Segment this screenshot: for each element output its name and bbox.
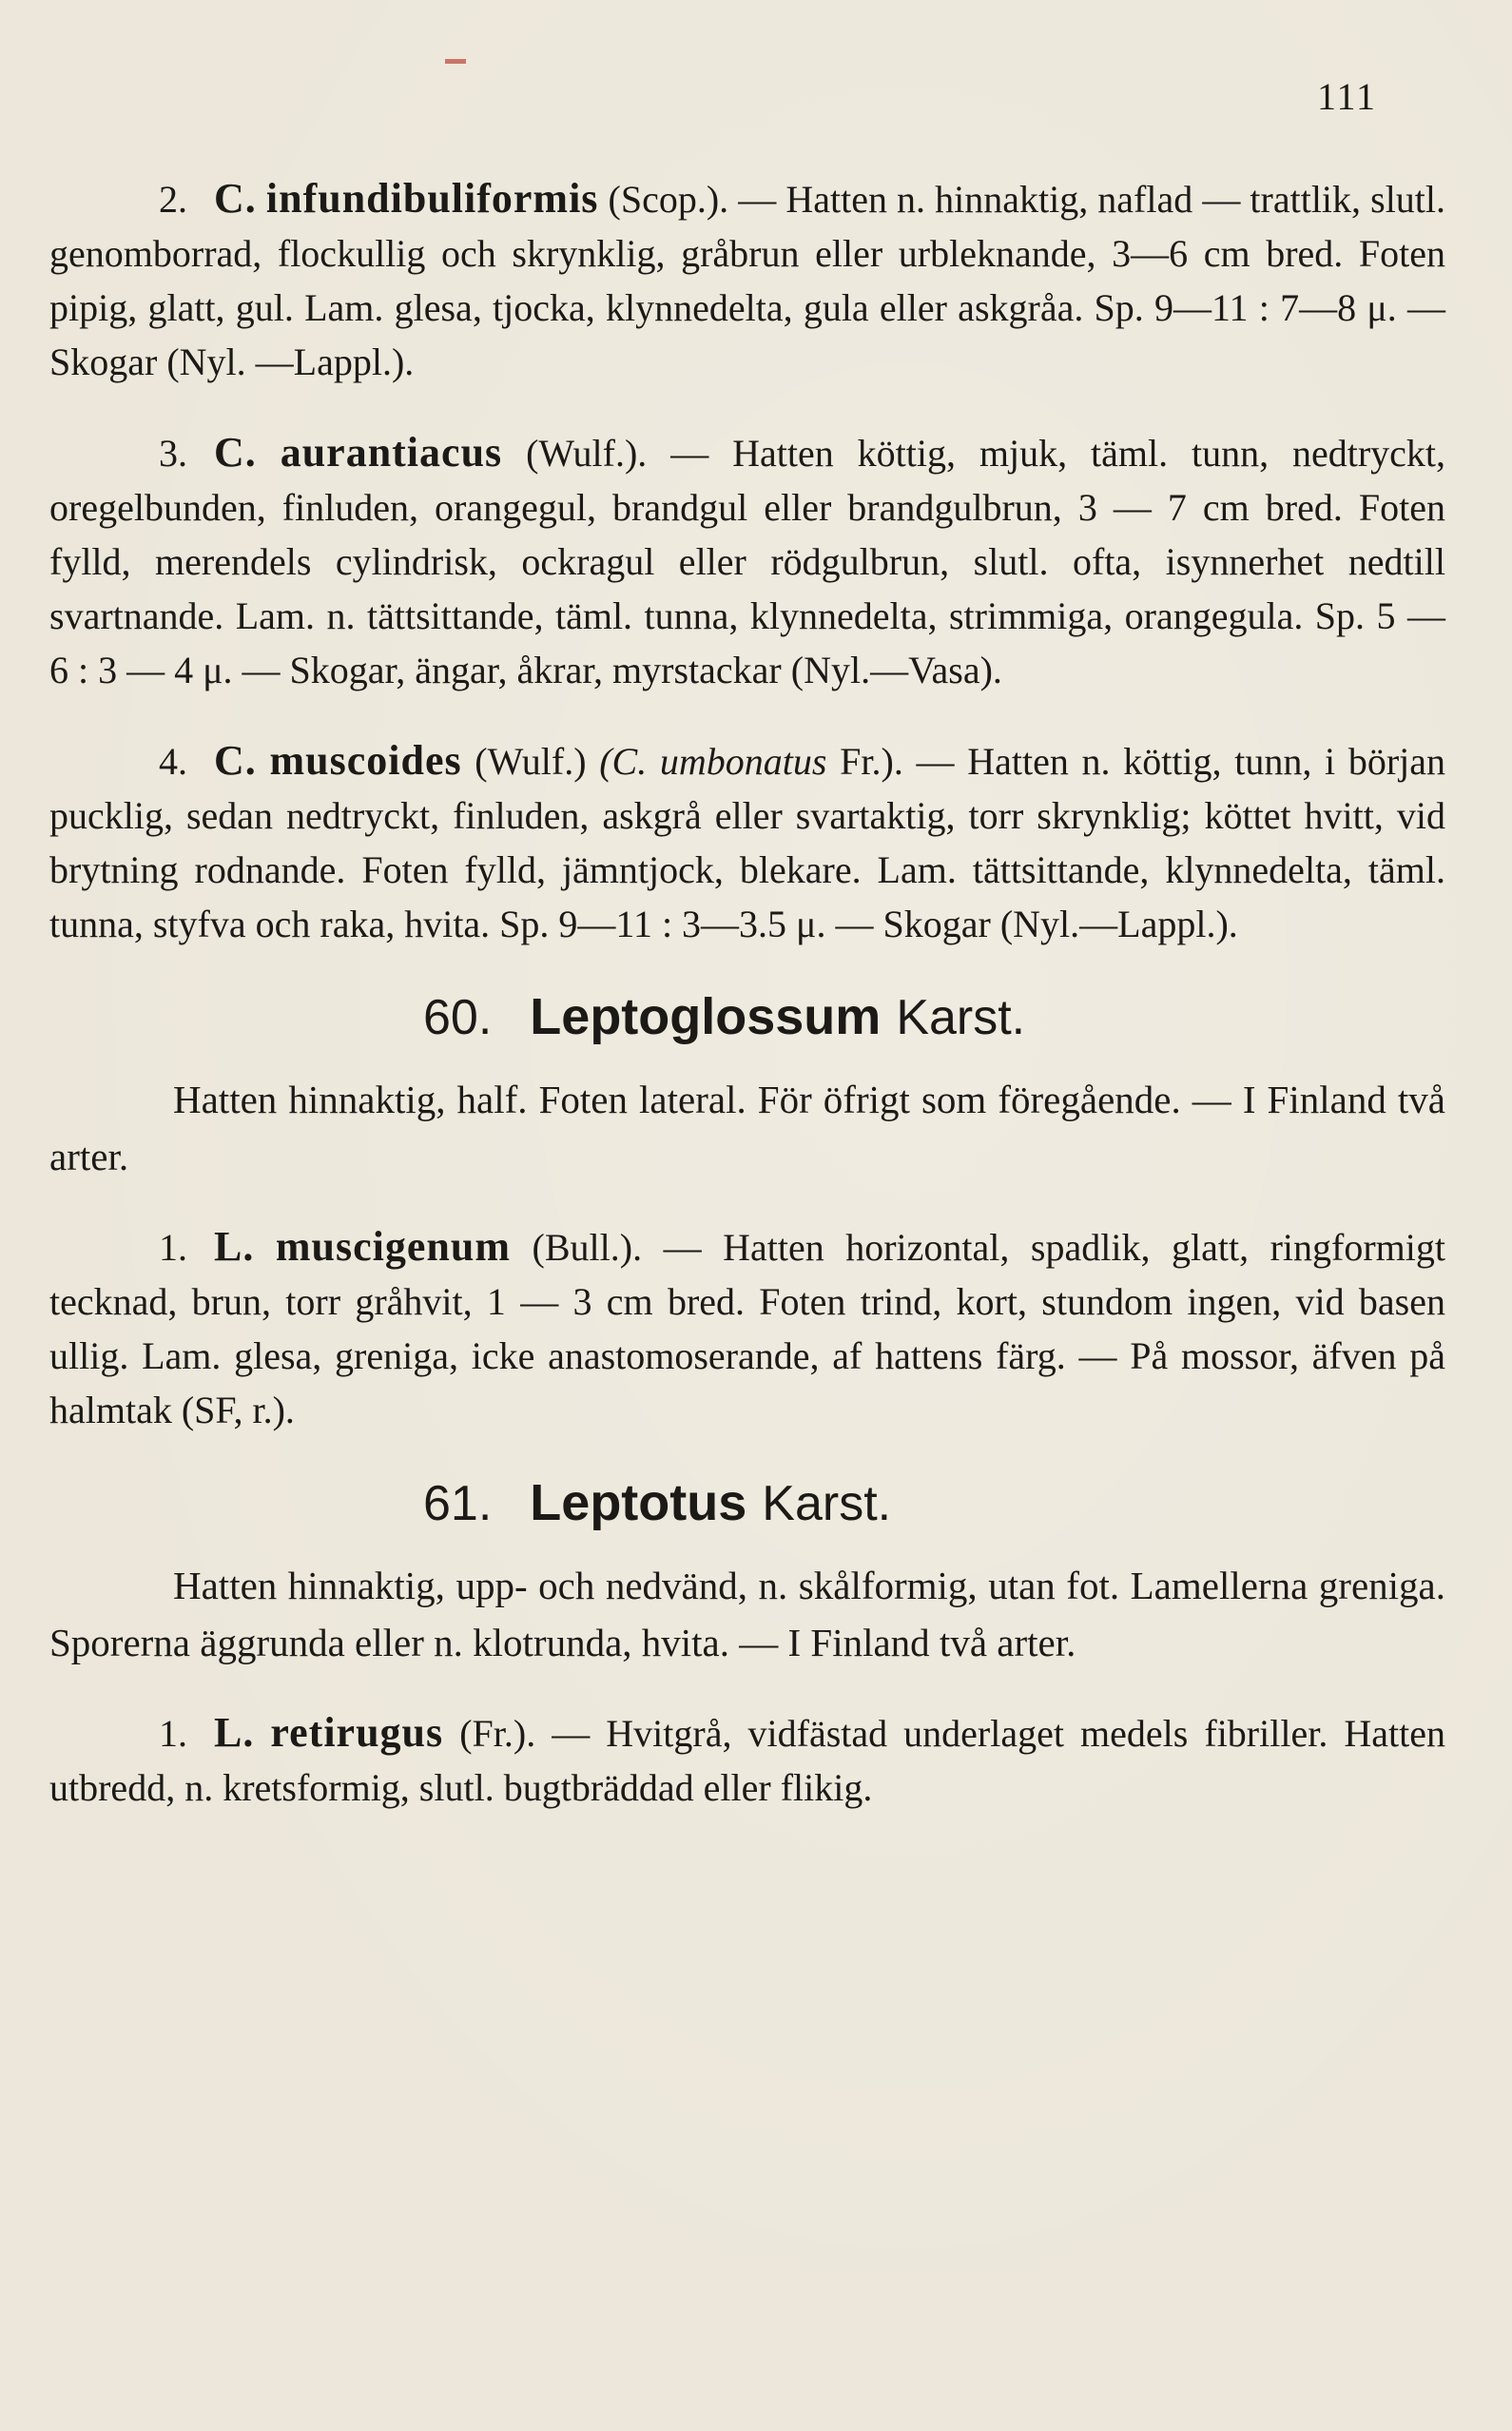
species-entry	[49, 171, 1445, 389]
genus-description: Hatten hinnaktig, half. Foten lateral. För öfrigt som föregående. — I Finland två arter.	[49, 1078, 1445, 1178]
species-name: infundibuliformis	[265, 175, 599, 222]
genus-heading	[49, 1473, 1445, 1532]
genus-abbrev: L.	[214, 1223, 255, 1270]
entry-number: 3.	[159, 432, 187, 475]
species-name: muscoides	[269, 737, 462, 784]
genus-number: 61.	[423, 1476, 493, 1531]
species-description: — Hvitgrå, vidfästad underlaget medels fibriller. Hatten utbredd, n. kretsformig, slutl. bugtbräddad eller flikig.	[49, 1712, 1446, 1809]
genus-abbrev: L.	[214, 1709, 255, 1756]
genus-author: Karst.	[896, 990, 1026, 1045]
species-entry	[49, 1219, 1445, 1437]
species-author: (Scop.).	[608, 178, 729, 221]
genus-description: Hatten hinnaktig, upp- och nedvänd, n. skålformig, utan fot. Lamellerna greniga. Sporerna äggrunda eller n. klotrunda, hvita. — I Finland två arter.	[49, 1564, 1445, 1664]
entry-number: 2.	[159, 178, 187, 221]
genus-name: Leptotus	[530, 1474, 747, 1531]
species-author: (Fr.).	[459, 1712, 536, 1755]
species-description: — Hatten köttig, mjuk, täml. tunn, nedtryckt, oregelbunden, finluden, orangegul, brandgul eller brandgulbrun, 3 — 7 cm bred. Foten fylld, merendels cylindrisk, ockragul eller rödgulbrun, slutl. ofta, isynnerhet nedtill svartnande. Lam. n. tättsittande, täml. tunna, klynnedelta, strimmiga, orangegula. Sp. 5 — 6 : 3 — 4 μ. — Skogar, ängar, åkrar, myrstackar (Nyl.—Vasa).	[49, 432, 1446, 691]
genus-author: Karst.	[762, 1476, 892, 1531]
species-description: — Hatten horizontal, spadlik, glatt, ringformigt tecknad, brun, torr gråhvit, 1 — 3 cm bred. Foten trind, kort, stundom ingen, vid basen ullig. Lam. glesa, greniga, icke anastomoserande, af hattens färg. — På mossor, äfven på halmtak (SF, r.).	[49, 1226, 1445, 1431]
genus-abbrev: C.	[214, 737, 257, 784]
species-entry	[49, 425, 1445, 697]
species-entry	[49, 733, 1445, 951]
page-number: 111	[1317, 75, 1378, 118]
genus-abbrev: C.	[214, 429, 257, 476]
synonym: (C. umbonatus	[599, 740, 827, 783]
ink-mark	[445, 59, 466, 64]
species-author: (Wulf.)	[475, 740, 587, 783]
species-name: aurantiacus	[280, 429, 503, 476]
species-description: — Hatten n. hinnaktig, naflad — trattlik, slutl. genomborrad, flockullig och skrynklig, gråbrun eller urbleknande, 3—6 cm bred. Foten pipig, glatt, gul. Lam. glesa, tjocka, klynnedelta, gula eller askgråa. Sp. 9—11 : 7—8 μ. — Skogar (Nyl. —Lappl.).	[49, 178, 1446, 383]
species-author: (Wulf.).	[526, 432, 648, 475]
entry-number: 1.	[159, 1712, 187, 1755]
genus-name: Leptoglossum	[530, 988, 882, 1045]
entry-number: 1.	[159, 1226, 187, 1269]
synonym-author: Fr.).	[840, 740, 903, 783]
species-name: retirugus	[270, 1709, 444, 1756]
species-description: — Hatten n. köttig, tunn, i början pucklig, sedan nedtryckt, finluden, askgrå eller svartaktig, torr skrynklig; köttet hvitt, vid brytning rodnande. Foten fylld, jämntjock, blekare. Lam. tättsittande, klynnedelta, täml. tunna, styfva och raka, hvita. Sp. 9—11 : 3—3.5 μ. — Skogar (Nyl.—Lappl.).	[49, 740, 1446, 945]
species-name: muscigenum	[275, 1223, 511, 1270]
entry-number: 4.	[159, 740, 187, 783]
genus-heading	[49, 987, 1445, 1046]
page-body	[49, 171, 1445, 1851]
species-author: (Bull.).	[532, 1226, 643, 1269]
genus-abbrev: C.	[214, 175, 257, 222]
species-entry	[49, 1705, 1445, 1815]
genus-number: 60.	[423, 990, 493, 1045]
